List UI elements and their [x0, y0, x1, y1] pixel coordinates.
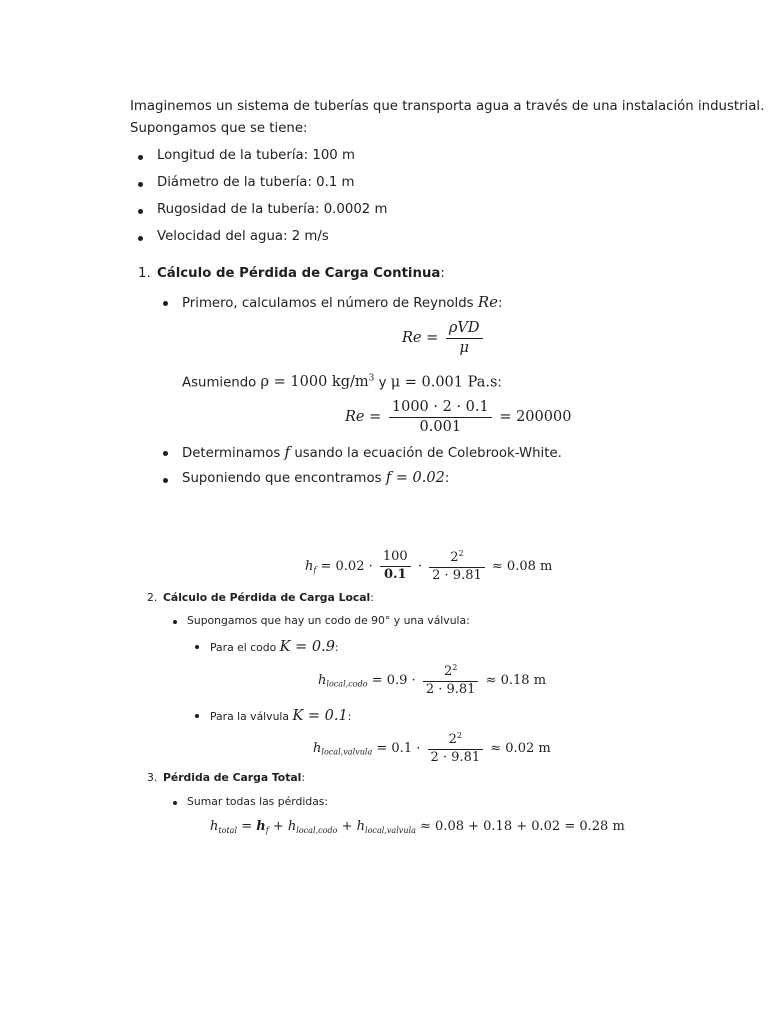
- assumption-line: Asumiendo ρ = 1000 $kg/m^3$ y μ = 0.001 Pa.s:: [182, 374, 502, 391]
- bullet-dot: [173, 801, 177, 805]
- bullet-dot: [138, 155, 143, 160]
- section-2-title: Cálculo de Pérdida de Carga Local: [163, 591, 371, 604]
- eq-numerator: 1000 · 2 · 0.1: [389, 399, 492, 418]
- section-2-heading: Cálculo de Pérdida de Carga Local:: [163, 591, 374, 604]
- section-2-number: 2.: [147, 591, 158, 604]
- eq-lhs: Re =: [345, 409, 382, 426]
- bullet-dot: [163, 451, 168, 456]
- friction-value: f = 0.02: [385, 470, 445, 486]
- bullet-dot: [195, 714, 199, 718]
- local-loss-bullet: Supongamos que hay un codo de 90° y una válvula:: [187, 614, 470, 627]
- bullet-dot: [163, 478, 168, 483]
- elbow-k-value: K = 0.9: [279, 639, 335, 655]
- bullet-dot: [138, 236, 143, 241]
- equation-reynolds: [402, 320, 486, 356]
- section-3-title: Pérdida de Carga Total: [163, 771, 302, 784]
- equation-valve-loss: $h_{local,valvula} = 0.1$ · $\frac{2^2}{2 \cdot 9.81}$ ≈ 0.02 m: [313, 731, 551, 765]
- section-1-heading: Cálculo de Pérdida de Carga Continua:: [157, 266, 445, 281]
- bullet-dot: [195, 645, 199, 649]
- colebrook-bullet: Determinamos f usando la ecuación de Colebrook-White.: [182, 443, 562, 461]
- valve-k-value: K = 0.1: [292, 708, 348, 724]
- section-3-heading: Pérdida de Carga Total:: [163, 771, 306, 784]
- assumption-mu: μ = 0.001 Pa.s: [390, 374, 498, 391]
- eq-result: = 200000: [499, 409, 572, 426]
- equation-elbow-loss: $h_{local,codo} = 0.9$ · $\frac{2^2}{2 \cdot 9.81}$ ≈ 0.18 m: [318, 663, 547, 697]
- total-loss-bullet: Sumar todas las pérdidas:: [187, 795, 329, 808]
- bullet-dot: [138, 182, 143, 187]
- assumption-prefix: Asumiendo: [182, 375, 257, 391]
- assumption-rho: ρ = 1000 $kg/m^3$: [260, 374, 375, 391]
- bullet-dot: [173, 620, 177, 624]
- given-diameter: Diámetro de la tubería: 0.1 m: [157, 175, 355, 190]
- intro-line-1: Imaginemos un sistema de tuberías que transporta agua a través de una instalación industrial.: [130, 99, 765, 114]
- given-velocity: Velocidad del agua: 2 m/s: [157, 229, 329, 244]
- eq-numerator: ρVD: [446, 320, 483, 339]
- reynolds-symbol: Re: [477, 293, 499, 311]
- equation-continuous-loss: $h_f = 0.02$ · $\frac{100}{0.1}$ · $\frac{2^2}{2 \cdot 9.81}$ ≈ 0.08 m: [305, 548, 553, 583]
- elbow-bullet: Para el codo K = 0.9:: [210, 639, 339, 655]
- reynolds-bullet: Primero, calculamos el número de Reynolds Re:: [182, 293, 503, 311]
- equation-total-loss: $h_{total} = h_f + h_{local,codo} + h_{local,valvula} \approx 0.08 + 0.18 + 0.02 = 0.28$ m: [210, 819, 625, 835]
- section-3-number: 3.: [147, 771, 158, 784]
- eq-denominator: μ: [459, 339, 469, 356]
- eq-lhs: Re =: [402, 330, 439, 347]
- intro-line-2: Supongamos que se tiene:: [130, 121, 308, 136]
- equation-reynolds-value: [345, 399, 571, 435]
- given-roughness: Rugosidad de la tubería: 0.0002 m: [157, 202, 388, 217]
- section-1-title: Cálculo de Pérdida de Carga Continua: [157, 266, 441, 281]
- assumption-and: y: [378, 375, 387, 391]
- valve-bullet: Para la válvula K = 0.1:: [210, 708, 352, 724]
- bullet-dot: [163, 301, 168, 306]
- bullet-dot: [138, 209, 143, 214]
- friction-assumed-bullet: Suponiendo que encontramos f = 0.02:: [182, 470, 450, 486]
- section-1-number: 1.: [138, 266, 151, 281]
- eq-denominator: 0.001: [419, 418, 462, 435]
- friction-symbol: f: [284, 443, 291, 461]
- reynolds-bullet-text: Primero, calculamos el número de Reynolds: [182, 296, 474, 311]
- given-length: Longitud de la tubería: 100 m: [157, 148, 355, 163]
